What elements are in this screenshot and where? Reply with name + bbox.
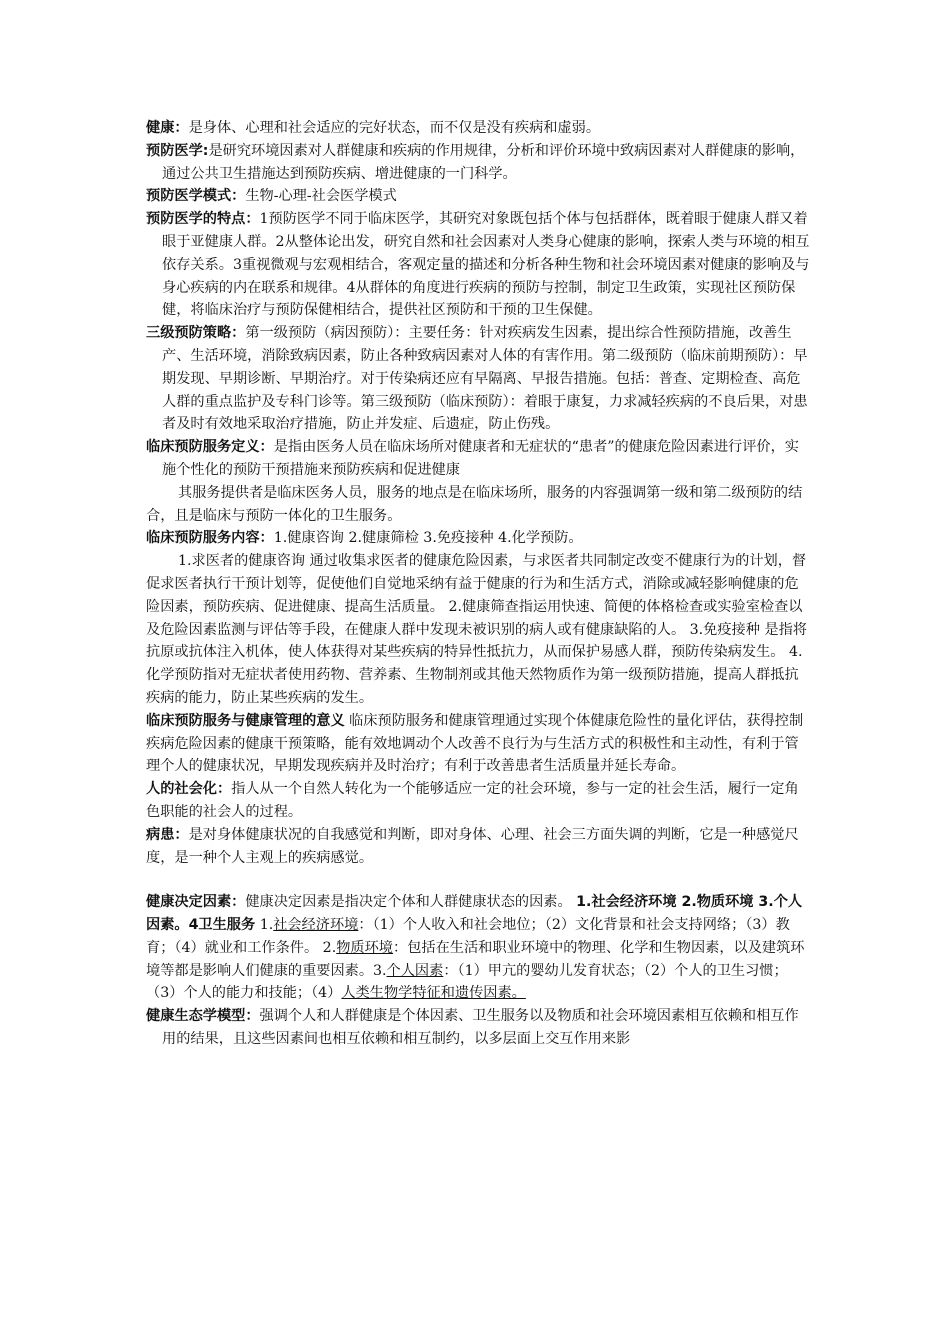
term: 健康决定因素： [146,894,246,911]
definition-text: 是对身体健康状况的自我感觉和判断，即对身体、心理、社会三方面失调的判断，它是一种感觉尺度，是一种个人主观上的疾病感觉。 [146,826,799,866]
factor-social-economic: 社会经济环境 [273,917,359,934]
paragraph-text: 其服务提供者是临床医务人员，服务的地点是在临床场所，服务的内容强调第一级和第二级预防的结合，且是临床与预防一体化的卫生服务。 [146,484,803,524]
definition-clinical-prevention [146,436,810,482]
text-segment: 健康决定因素是指决定个体和人群健康状态的因素。 [245,894,577,911]
paragraph-service-provider [146,482,810,528]
term: 预防医学模式： [146,188,246,205]
definition-text: 是研究环境因素对人群健康和疾病的作用规律，分析和评价环境中致病因素对人群健康的影响，通过公共卫生措施达到预防疾病、增进健康的一门科学。 [162,142,805,182]
definition-service-content [146,527,810,550]
definition-text: 临床预防服务和健康管理通过实现个体健康危险性的量化评估，获得控制疾病危险因素的健康干预策略，能有效地调动个人改善不良行为与生活方式的积极性和主动性，有利于管理个人的健康状况，早期发现疾病并及时治疗；有利于改善患者生活质量并延长寿命。 [146,712,804,775]
definition-text: 1.健康咨询 2.健康筛检 3.免疫接种 4.化学预防。 [273,530,583,547]
definition-health-ecology-model [146,1005,810,1051]
document-body [146,117,810,1051]
factor-physical-environment: 物质环境 [336,939,393,956]
paragraph-service-details [146,550,810,710]
definition-three-level-prevention [146,322,810,436]
definition-text: 第一级预防（病因预防）：主要任务：针对疾病发生因素，提出综合性预防措施，改善生产、生活环境，消除致病因素，防止各种致病因素对人体的有害作用。第二级预防（临床前期预防）：早期发现、早期诊断、早期治疗。对于传染病还应有早隔离、早报告措施。包括：普查、定期检查、高危人群的重点监护及专科门诊等。第三级预防（临床预防）：着眼于康复，力求减轻疾病的不良后果，对患者及时有效地采取治疗措施，防止并发症、后遗症，防止伤残。 [162,325,808,433]
term: 预防医学: [146,142,209,159]
paragraph-text: 1.求医者的健康咨询 通过收集求医者的健康危险因素，与求医者共同制定改变不健康行为的计划，督促求医者执行干预计划等，促使他们自觉地采纳有益于健康的行为和生活方式，消除或减轻影响健康的危险因素，预防疾病、促进健康、提高生活质量。 2.健康筛查指运用快速、简便的体格检查或实验室检查以及危险因素监测与评估等手段，在健康人群中发现未被识别的病人或有健康缺陷的人。 3.免疫接种 是指将抗原或抗体注入机体，使人体获得对某些疾病的特异性抵抗力，从而保护易感人群，预防传染病发生。 4.化学预防指对无症状者使用药物、营养素、生物制剂或其他天然物质作为第一级预防措施，提高人群抵抗疾病的能力，防止某些疾病的发生。 [146,553,807,706]
factor-biology-genetics: 人类生物学特征和遗传因素。 [341,985,526,1002]
definition-text: 生物-心理-社会医学模式 [245,188,397,205]
definition-medical-model [146,185,810,208]
term: 健康： [146,120,189,136]
term: 临床预防服务与健康管理的意义 [146,712,345,729]
text-segment: ：包括在生活和职业环境中的物理、化学和生物因素，以及建筑环境等都是影响人们健康的重要因素。3. [146,939,805,979]
definition-illness [146,824,810,870]
term: 人的社会化： [146,781,232,798]
definition-text: 1预防医学不同于临床医学，其研究对象既包括个体与包括群体，既着眼于健康人群又着眼于亚健康人群。2从整体论出发，研究自然和社会因素对人类身心健康的影响，探索人类与环境的相互依存关系。3重视微观与宏观相结合，客观定量的描述和分析各种生物和社会环境因素对健康的影响及与身心疾病的内在联系和规律。4从群体的角度进行疾病的预防与控制，制定卫生政策，实现社区预防保健，将临床治疗与预防保健相结合，提供社区预防和干预的卫生保健。 [162,211,810,319]
term: 健康生态学模型： [146,1008,260,1025]
definition-significance [146,710,810,778]
factor-list: 1.社会经济环境 2.物质环境 3.个人因素。4卫生服务 [146,894,803,934]
definition-preventive-medicine [146,140,810,186]
term: 三级预防策略： [146,325,246,342]
definition-socialization [146,778,810,824]
term: 病患： [146,826,189,843]
term: 预防医学的特点： [146,211,260,228]
definition-text: 是指由医务人员在临床场所对健康者和无症状的“患者”的健康危险因素进行评价，实施个性化的预防干预措施来预防疾病和促进健康 [162,439,799,478]
definition-features [146,208,810,322]
definition-text: 指人从一个自然人转化为一个能够适应一定的社会环境，参与一定的社会生活，履行一定角色职能的社会人的过程。 [146,781,799,820]
text-segment: 1. [255,917,274,934]
factor-personal: 个人因素 [386,962,444,979]
definition-text: 强调个人和人群健康是个体因素、卫生服务以及物质和社会环境因素相互依赖和相互作用的结果，且这些因素间也相互依赖和相互制约，以多层面上交互作用来影 [162,1008,799,1048]
definition-health-determinants [146,891,810,1005]
text-segment: ：（1）个人收入和社会地位；（2）文化背景和社会支持网络；（3）教育；（4）就业和工作条件。 2. [146,917,790,956]
definition-text: 是身体、心理和社会适应的完好状态，而不仅是没有疾病和虚弱。 [188,120,601,136]
definition-health [146,117,810,140]
term: 临床预防服务定义： [146,439,274,456]
text-segment: ：（1）甲亢的婴幼儿发育状态；（2）个人的卫生习惯；（3）个人的能力和技能；（4） [146,962,788,1002]
term: 临床预防服务内容： [146,530,274,547]
blank-line [146,869,810,891]
